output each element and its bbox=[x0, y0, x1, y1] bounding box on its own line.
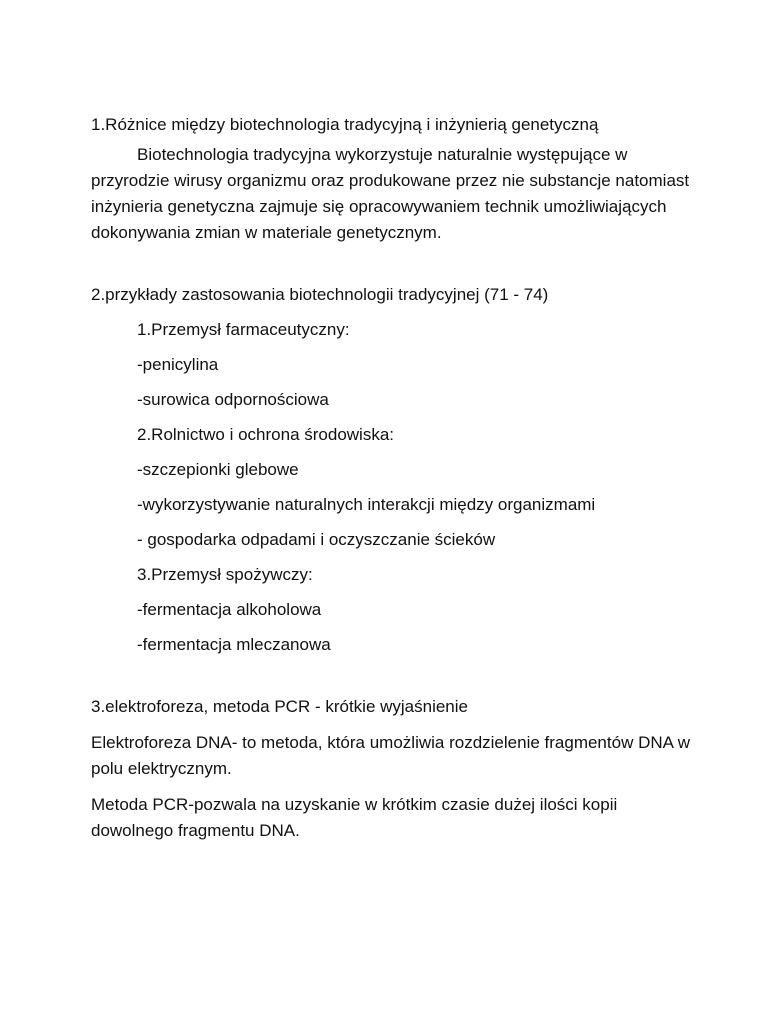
list-item: - gospodarka odpadami i oczyszczanie ścieków bbox=[137, 530, 496, 549]
list-item: -szczepionki glebowe bbox=[137, 460, 299, 479]
list-item: -fermentacja mleczanowa bbox=[137, 635, 331, 654]
list-item: -penicylina bbox=[137, 355, 219, 374]
list-item: 1.Przemysł farmaceutyczny: bbox=[137, 320, 350, 339]
section-1-heading: 1.Różnice między biotechnologia tradycyjną i inżynierią genetyczną bbox=[91, 115, 599, 134]
list-item: -fermentacja alkoholowa bbox=[137, 600, 322, 619]
section-1-paragraph: Biotechnologia tradycyjna wykorzystuje naturalnie występujące w przyrodzie wirusy organizmu oraz produkowane przez nie substancje natomiast inżynieria genetyczna zajmuje się opracowywaniem technik umożliwiających dokonywania zmian w materiale genetycznym. bbox=[91, 145, 690, 242]
list-item: -wykorzystywanie naturalnych interakcji między organizmami bbox=[137, 495, 596, 514]
list-item: 2.Rolnictwo i ochrona środowiska: bbox=[137, 425, 395, 444]
list-item: 3.Przemysł spożywczy: bbox=[137, 565, 313, 584]
section-2-heading: 2.przykłady zastosowania biotechnologii tradycyjnej (71 - 74) bbox=[91, 285, 549, 304]
section-3-paragraph-pcr: Metoda PCR-pozwala na uzyskanie w krótkim czasie dużej ilości kopii dowolnego fragmentu DNA. bbox=[91, 795, 618, 840]
section-3-paragraph-electrophoresis: Elektroforeza DNA- to metoda, która umożliwia rozdzielenie fragmentów DNA w polu elektrycznym. bbox=[91, 733, 691, 778]
section-2-list bbox=[91, 317, 691, 658]
list-item: -surowica odpornościowa bbox=[137, 390, 329, 409]
document-content bbox=[91, 112, 691, 844]
section-3-heading: 3.elektroforeza, metoda PCR - krótkie wyjaśnienie bbox=[91, 697, 468, 716]
